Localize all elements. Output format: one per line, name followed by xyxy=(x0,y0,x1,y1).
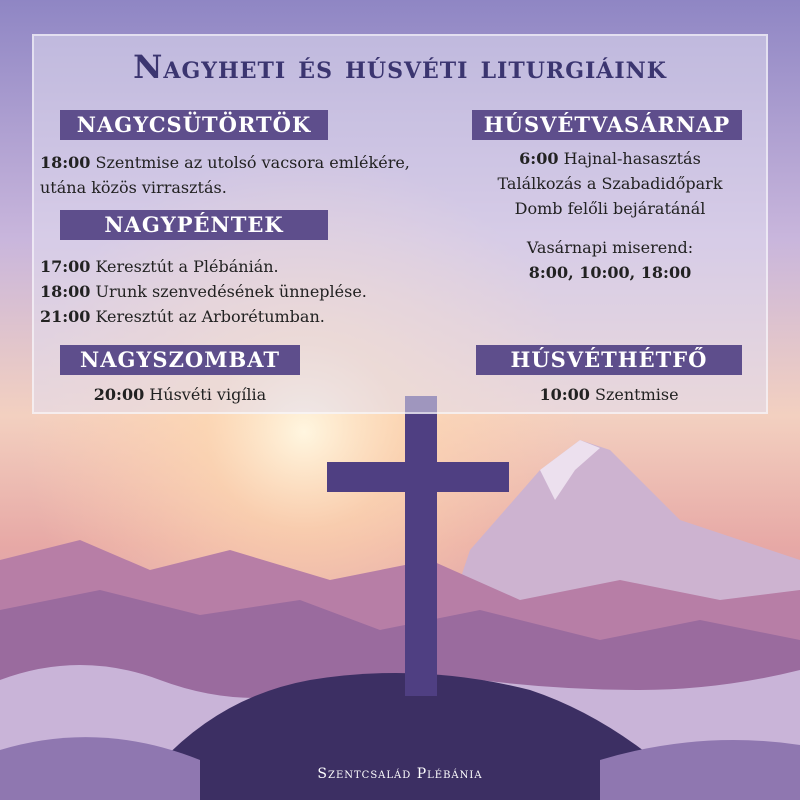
schedule-line: utána közös virrasztás. xyxy=(40,178,227,197)
husvethetfo-schedule xyxy=(476,382,742,407)
nagycsutortok-schedule xyxy=(40,150,420,200)
heading-nagypentek: NAGYPÉNTEK xyxy=(60,210,328,240)
heading-husvetvasarnap: HÚSVÉTVASÁRNAP xyxy=(472,110,742,140)
schedule-line: 17:00 Keresztút a Plébánián. xyxy=(40,257,279,276)
parish-footer: Szentcsalád Plébánia xyxy=(317,766,483,782)
heading-husvethetfo: HÚSVÉTHÉTFŐ xyxy=(476,345,742,375)
heading-nagycsutortok: NAGYCSÜTÖRTÖK xyxy=(60,110,328,140)
schedule-line xyxy=(460,221,760,235)
heading-nagyszombat: NAGYSZOMBAT xyxy=(60,345,300,375)
schedule-line: 20:00 Húsvéti vigília xyxy=(93,385,267,404)
husvetvasarnap-schedule xyxy=(460,146,760,285)
schedule-line: 10:00 Szentmise xyxy=(539,385,679,404)
page-title: Nagyheti és húsvéti liturgiáink xyxy=(133,48,667,86)
schedule-line: 18:00 Urunk szenvedésének ünneplése. xyxy=(40,282,367,301)
nagyszombat-schedule xyxy=(60,382,300,407)
schedule-line: 8:00, 10:00, 18:00 xyxy=(528,263,692,282)
schedule-line: Vasárnapi miserend: xyxy=(526,238,694,257)
schedule-line: 18:00 Szentmise az utolsó vacsora emlékére, xyxy=(40,153,410,172)
schedule-line: Találkozás a Szabadidőpark xyxy=(497,174,723,193)
nagypentek-schedule xyxy=(40,254,420,329)
schedule-line: 21:00 Keresztút az Arborétumban. xyxy=(40,307,325,326)
schedule-line: 6:00 Hajnal-hasasztás xyxy=(519,149,701,168)
schedule-line: Domb felőli bejáratánál xyxy=(514,199,706,218)
